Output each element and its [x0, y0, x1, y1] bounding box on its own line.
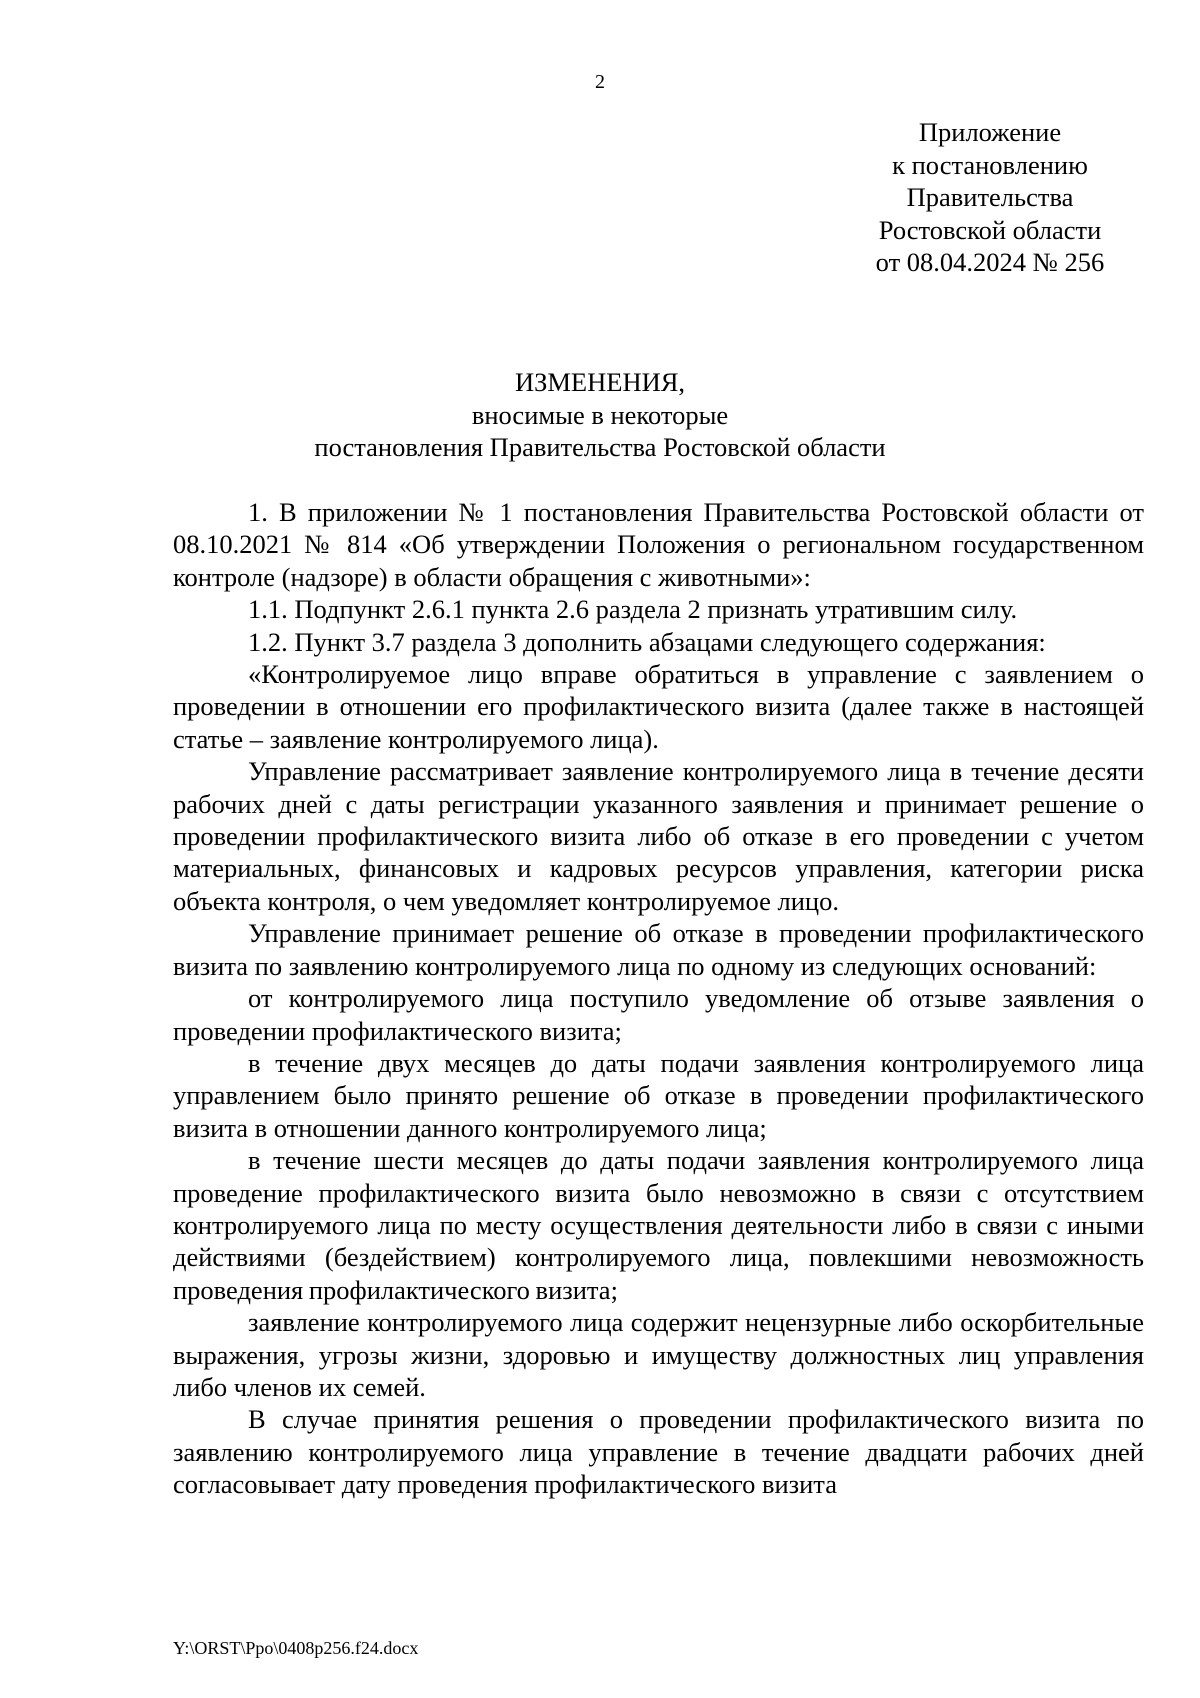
paragraph: в течение шести месяцев до даты подачи заявления контролируемого лица проведение профилактического визита было невозможно в связи с отсутствием контролируемого лица по месту осуществления деятельности либо в связи с иными действиями (бездействием) контролируемого лица, повлекшими невозможность проведения профилактического визита; — [173, 1145, 1144, 1305]
appendix-line: к постановлению — [892, 149, 1088, 180]
paragraph: в течение двух месяцев до даты подачи заявления контролируемого лица управлением было принято решение об отказе в проведении профилактического визита в отношении данного контролируемого лица; — [173, 1047, 1144, 1143]
paragraph: «Контролируемое лицо вправе обратиться в управление с заявлением о проведении в отношении его профилактического визита (далее также в настоящей статье – заявление контролируемого лица). — [173, 659, 1144, 754]
paragraph: Управление рассматривает заявление контролируемого лица в течение десяти рабочих дней с даты регистрации указанного заявления и принимает решение о проведении профилактического визита либо об отказе в его проведении с учетом материальных, финансовых и кадровых ресурсов управления, категории риска объекта контроля, о чем уведомляет контролируемое лицо. — [173, 756, 1144, 916]
appendix-line: от 08.04.2024 № 256 — [875, 247, 1105, 277]
footer-file-path: Y:\ORST\Ppo\0408p256.f24.docx — [173, 1638, 419, 1658]
appendix-header — [800, 116, 1180, 279]
paragraph: от контролируемого лица поступило уведомление об отзыве заявления о проведении профилактического визита; — [173, 983, 1144, 1046]
paragraph: В случае принятия решения о проведении профилактического визита по заявлению контролируемого лица управление в течение двадцати рабочих дней согласовывает дату проведения профилактического визита — [173, 1404, 1144, 1500]
paragraph: заявление контролируемого лица содержит нецензурные либо оскорбительные выражения, угрозы жизни, здоровью и имуществу должностных лиц управления либо членов их семей. — [173, 1307, 1144, 1402]
appendix-line: Приложение — [918, 117, 1062, 147]
document-title — [0, 366, 1200, 464]
paragraph: 1.2. Пункт 3.7 раздела 3 дополнить абзацами следующего содержания: — [248, 626, 1046, 657]
document-body — [173, 496, 1144, 1501]
appendix-line: Ростовской области — [878, 214, 1102, 245]
title-subtitle: постановления Правительства Ростовской области — [314, 432, 886, 462]
title-heading: ИЗМЕНЕНИЯ, — [514, 367, 686, 397]
appendix-line: Правительства — [906, 182, 1074, 212]
paragraph: Управление принимает решение об отказе в проведении профилактического визита по заявлению контролируемого лица по одному из следующих оснований: — [173, 918, 1144, 981]
page-number: 2 — [595, 71, 605, 93]
title-subtitle: вносимые в некоторые — [471, 399, 729, 430]
paragraph: 1.1. Подпункт 2.6.1 пункта 2.6 раздела 2 признать утратившим силу. — [248, 594, 1018, 625]
paragraph: 1. В приложении № 1 постановления Правительства Ростовской области от 08.10.2021 № 814 «Об утверждении Положения о региональном государственном контроле (надзоре) в области обращения с животными»: — [173, 497, 1144, 592]
